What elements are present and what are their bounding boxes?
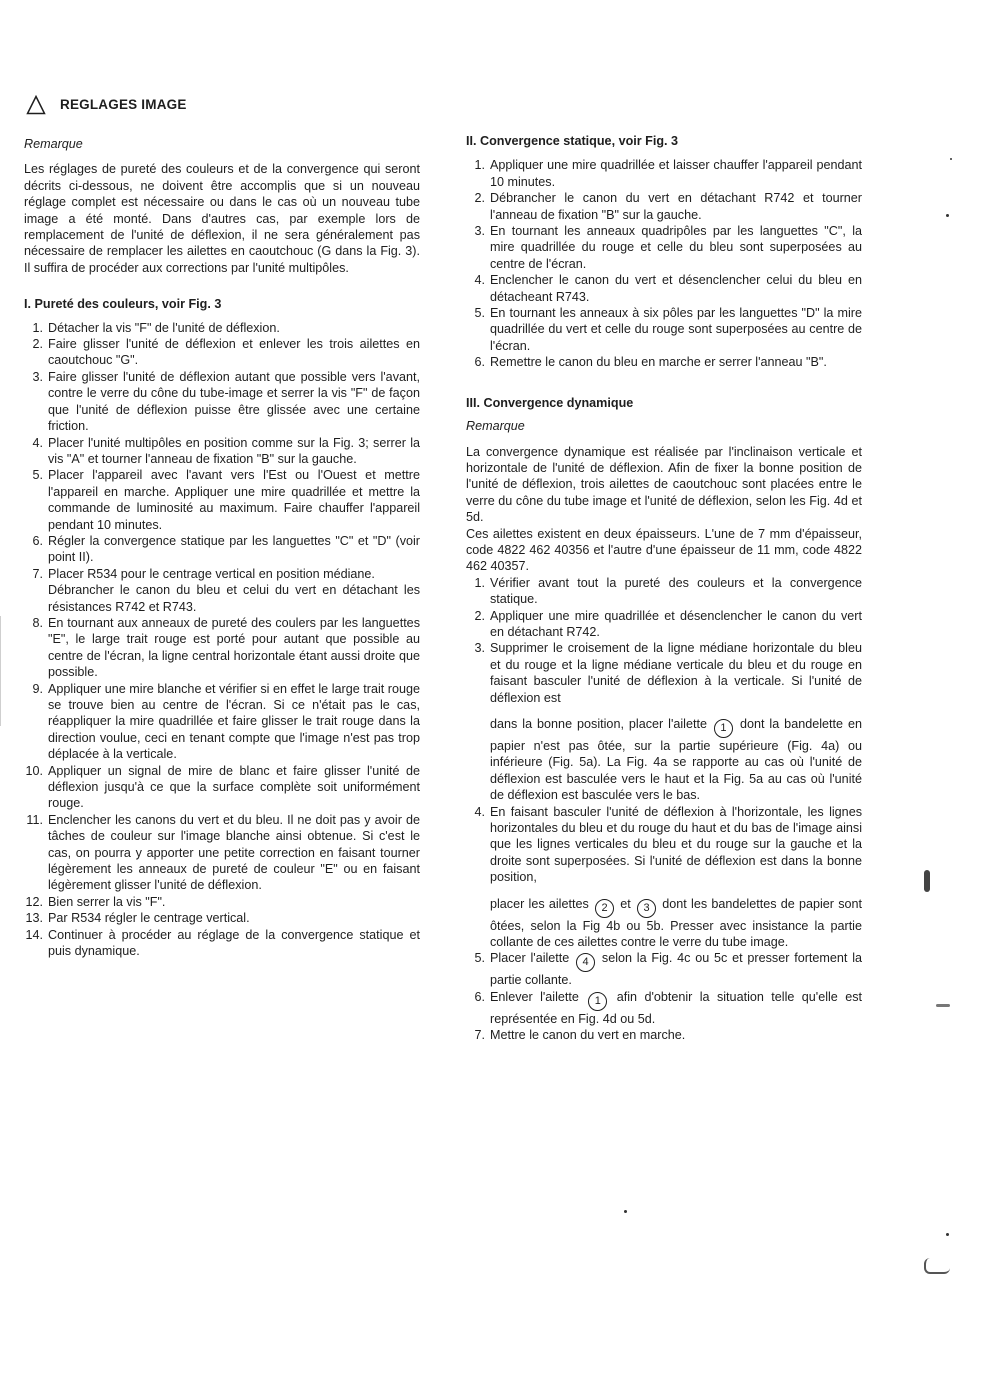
list-item: 11. Enclencher les canons du vert et du bleu. Il ne doit pas y avoir de tâches de couleur sur l'image blanche ainsi obtenue. Si c'est le cas, on pourra y apporter une petite correction en faisant tourner légèrement les anneaux de pureté de couleur "E" ou en faisant légèrement glisser l'unité de déflexion. — [26, 812, 420, 893]
scan-margin-line — [0, 616, 1, 726]
list-item: 3. En tournant les anneaux quadripôles par les languettes "C", la mire quadrillée du rouge et celle du bleu sont superposées au centre de l'écran. — [474, 224, 862, 271]
dynamic-steps-list — [466, 575, 862, 1044]
list-item: 2. Faire glisser l'unité de déflexion et enlever les trois ailettes en caoutchouc "G". — [32, 337, 420, 368]
dynamic-intro-paragraph-2: Ces ailettes existent en deux épaisseurs. L'une de 7 mm d'épaisseur, code 4822 462 40356 et l'autre d'une épaisseur de 11 mm, code 4822 462 40357. — [466, 526, 862, 574]
list-item: 1. Appliquer une mire quadrillée et laisser chauffer l'appareil pendant 10 minutes. — [474, 158, 862, 189]
section-title-dynamic: III. Convergence dynamique — [466, 395, 634, 410]
list-item: 5. Placer l'appareil avec l'avant vers l'Est ou l'Ouest et mettre l'appareil en marche. Appliquer une mire quadrillée et mettre la commande de luminosité au maximum. Faire chauffer l'appareil pendant 10 minutes. — [32, 468, 420, 532]
warning-triangle-icon — [26, 95, 46, 115]
list-item: 6. Enlever l'ailette 1 afin d'obtenir la situation telle qu'elle est représentée en Fig. 4d ou 5d. — [474, 989, 863, 1026]
page-heading — [26, 92, 187, 118]
fin-number-circle: 1 — [588, 992, 607, 1011]
scan-speck — [936, 1004, 950, 1007]
fin-number-circle: 4 — [576, 953, 595, 972]
scan-speck — [946, 214, 949, 217]
list-item: 2. Débrancher le canon du vert en détachant R742 et tourner l'anneau de fixation "B" sur la gauche. — [474, 191, 862, 222]
remark-label: Remarque — [466, 419, 525, 434]
scan-speck — [950, 158, 952, 160]
list-item: 7. Placer R534 pour le centrage vertical en position médiane. Débrancher le canon du bleu et celui du vert en détachant les résistances R742 et R743. — [32, 566, 420, 614]
intro-paragraph: Les réglages de pureté des couleurs et de la convergence qui seront décrits ci-dessous, ne doivent être accomplis que si un nouveau réglage complet est nécessaire ou dans le cas où un nouveau tube image a été monté. Dans d'autres cas, par exemple lors de remplacement de l'unité de déflexion, il ne sera généralement pas nécessaire de remplacer les ailettes en caoutchouc (G dans la Fig. 3). Il suffira de procéder aux corrections par l'unité multipôles. — [24, 162, 420, 275]
list-item: 1. Détacher la vis "F" de l'unité de déflexion. — [32, 320, 280, 335]
scan-speck — [924, 1258, 950, 1274]
section-title-static: II. Convergence statique, voir Fig. 3 — [466, 134, 679, 148]
scan-speck — [624, 1210, 627, 1213]
fin-number-circle: 1 — [714, 719, 733, 738]
list-item: 7. Mettre le canon du vert en marche. — [474, 1028, 686, 1043]
list-item: 3. Supprimer le croisement de la ligne médiane horizontale du bleu et du rouge et la ligne médiane verticale du bleu et du rouge en faisant basculer l'unité de déflexion à la verticale. Si l'unité de déflexion est dans la bonne position, placer l'ailette 1 dont la bandelette en papier n'est pas ôtée, sur la partie supérieure (Fig. 4a) ou inférieure (Fig. 5a). La Fig. 4a se rapporte au cas où l'unité de déflexion est basculée vers le haut et la Fig. 5a au cas où l'unité de déflexion est basculée vers le bas. — [474, 641, 862, 803]
list-item: 3. Faire glisser l'unité de déflexion autant que possible vers l'avant, contre le verre du cône du tube-image et serrer la vis "F" de façon que l'unité de déflexion puisse être glissée avec une certaine friction. — [32, 369, 420, 434]
scan-speck — [924, 870, 930, 892]
list-item: 8. En tournant aux anneaux de pureté des coulers par les languettes "E", le large trait rouge est porté pour autant que possible au centre de l'écran, la ligne central horizontale étant aussi droite que possible. — [32, 615, 420, 680]
fin-number-circle: 2 — [595, 899, 614, 918]
list-item: 6. Régler la convergence statique par les languettes "C" et "D" (voir point II). — [32, 533, 420, 565]
list-item: 4. Placer l'unité multipôles en position comme sur la Fig. 3; serrer la vis "A" et tourner l'anneau de fixation "B" sur la gauche. — [32, 435, 420, 466]
list-item: 4. En faisant basculer l'unité de déflexion à l'horizontale, les lignes horizontales du bleu et du rouge du haut et du bas de l'image ainsi que les lignes verticales du bleu et du rouge sur la gauche et la droite sont superposées. Si l'unité de déflexion est dans la bonne position, placer les ailettes 2 et 3 dont les bandelettes de papier sont ôtées, selon la Fig 4b ou 5b. Presser avec insistance la partie collante de ces ailettes contre le verre du tube image. — [474, 804, 863, 950]
left-column — [24, 136, 420, 960]
list-item: 1. Vérifier avant tout la pureté des couleurs et la convergence statique. — [474, 575, 862, 607]
remark-label: Remarque — [24, 137, 83, 151]
list-item: 4. Enclencher le canon du vert et désenclencher celui du bleu en détacheant R743. — [474, 273, 862, 304]
list-item: 5. Placer l'ailette 4 selon la Fig. 4c ou 5c et presser fortement la partie collante. — [474, 951, 863, 988]
scan-speck — [946, 1233, 949, 1236]
right-column — [466, 133, 862, 1044]
static-steps-list — [466, 157, 862, 370]
page-title: REGLAGES IMAGE — [60, 96, 187, 112]
list-item: 9. Appliquer une mire blanche et vérifier si en effet le large trait rouge se trouve bien au centre de l'écran. Si ce n'était pas le cas, réappliquer la mire quadrillée et faire glisser le trait rouge dans la direction voulue, ceci en tenant compte que l'image n'est pas trop déplacée à la verticale. — [32, 681, 420, 762]
list-item: 5. En tournant les anneaux à six pôles par les languettes "D" la mire quadrillée du vert et celle du rouge sont superposées au centre de l'écran. — [474, 306, 862, 353]
section-title-purity: I. Pureté des couleurs, voir Fig. 3 — [24, 297, 222, 312]
list-item: 6. Remettre le canon du bleu en marche er serrer l'anneau "B". — [474, 355, 827, 370]
dynamic-intro-paragraph: La convergence dynamique est réalisée par l'inclinaison verticale et horizontale de l'unité de déflexion. Afin de fixer la bonne position de l'unité de déflexion, trois ailettes de caoutchouc sont placées entre le verre du cône du tube image et l'unité de déflexion, selon les Fig. 4d et 5d. — [466, 444, 862, 525]
list-item: 12. Bien serrer la vis "F". — [25, 894, 166, 909]
list-item: 10. Appliquer un signal de mire de blanc et faire glisser l'unité de déflexion jusqu'à ce que la surface complète soit uniformément rouge. — [25, 763, 420, 811]
list-item: 13. Par R534 régler le centrage vertical. — [25, 911, 250, 926]
list-item: 14. Continuer à procéder au réglage de la convergence statique et puis dynamique. — [25, 927, 420, 959]
purity-steps-list — [24, 320, 420, 960]
scan-margin-marks — [910, 0, 970, 1396]
fin-number-circle: 3 — [637, 899, 656, 918]
list-item: 2. Appliquer une mire quadrillée et désenclencher le canon du vert en détachant R742. — [474, 608, 862, 639]
